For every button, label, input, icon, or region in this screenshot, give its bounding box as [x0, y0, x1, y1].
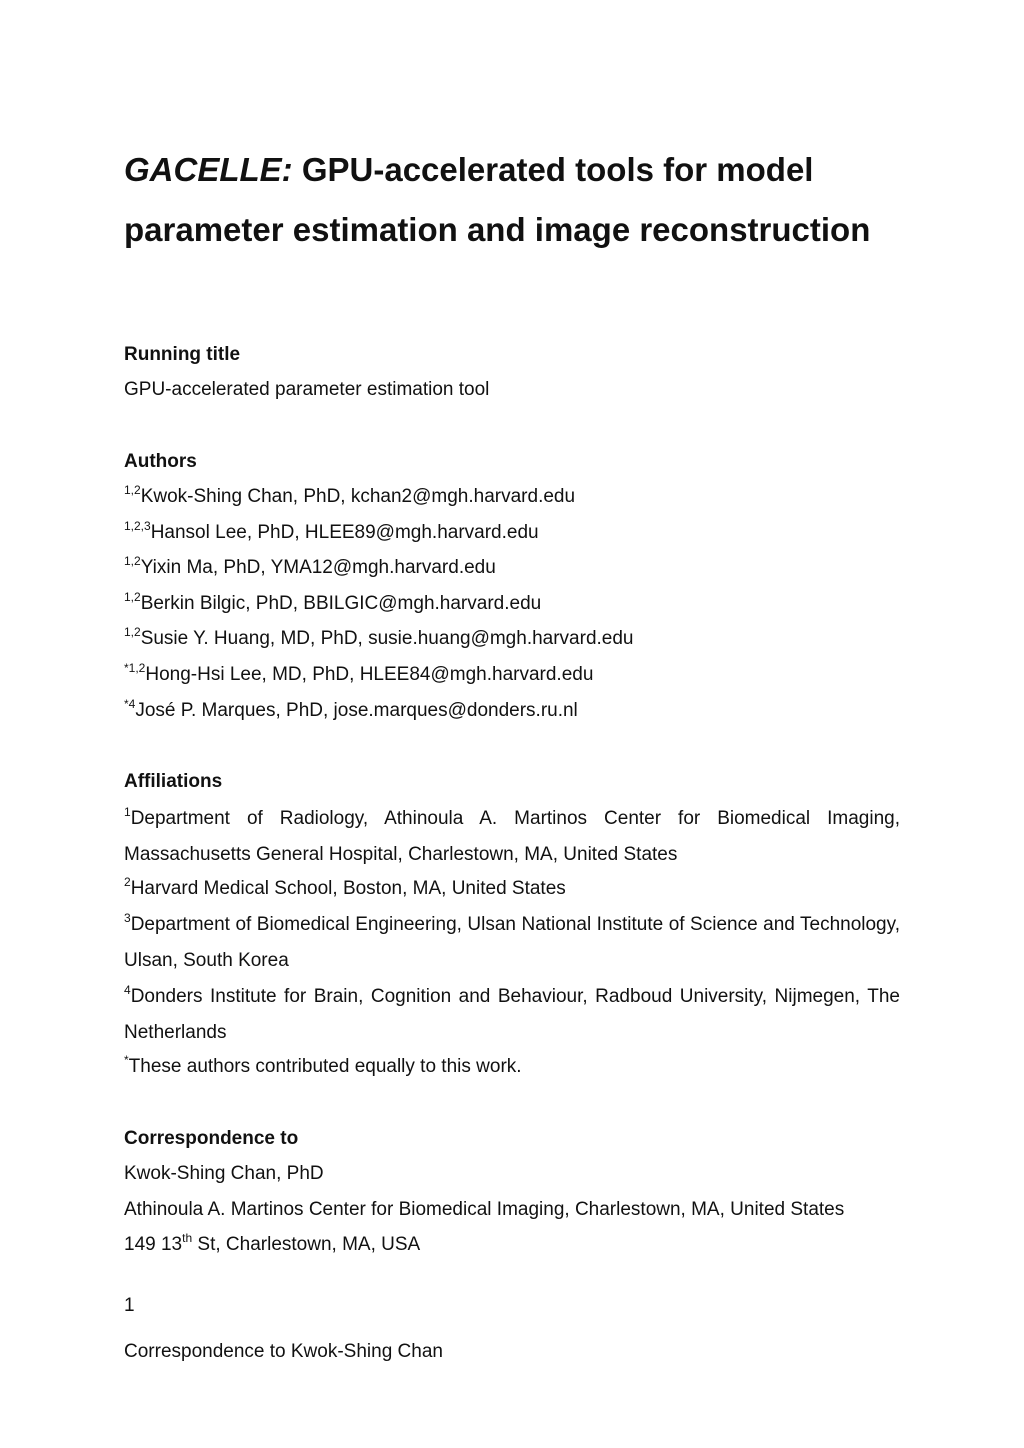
correspondence-address	[124, 1232, 420, 1258]
title-acronym: GACELLE:	[124, 151, 293, 188]
author-sup: 1,2	[124, 554, 141, 568]
author-line	[124, 662, 593, 688]
author-sup: 1,2	[124, 590, 141, 604]
author-text: Kwok-Shing Chan, PhD, kchan2@mgh.harvard.edu	[140, 486, 576, 507]
affiliations-heading: Affiliations	[124, 771, 223, 792]
author-text: Yixin Ma, PhD, YMA12@mgh.harvard.edu	[140, 557, 496, 578]
affiliation-item	[124, 876, 566, 902]
author-text: José P. Marques, PhD, jose.marques@donders.ru.nl	[135, 700, 578, 721]
title-rest: GPU-accelerated tools for model parameter estimation and image reconstruction	[124, 151, 871, 248]
author-text: Hong-Hsi Lee, MD, PhD, HLEE84@mgh.harvard.edu	[145, 664, 594, 685]
affiliation-text: These authors contributed equally to this work.	[128, 1056, 522, 1077]
author-line	[124, 484, 575, 510]
author-line	[124, 591, 541, 617]
affiliation-text: Department of Biomedical Engineering, Ulsan National Institute of Science and Technology, Ulsan, South Korea	[124, 914, 900, 971]
author-sup: *1,2	[124, 661, 146, 675]
correspondence-name: Kwok-Shing Chan, PhD	[124, 1163, 324, 1184]
affiliation-text: Harvard Medical School, Boston, MA, United States	[130, 878, 566, 899]
correspondence-institution: Athinoula A. Martinos Center for Biomedical Imaging, Charlestown, MA, United States	[124, 1199, 845, 1220]
author-sup: 1,2,3	[124, 519, 151, 533]
affiliation-item	[124, 1054, 522, 1080]
author-line	[124, 520, 539, 546]
author-sup: *4	[124, 697, 136, 711]
running-footer: Correspondence to Kwok-Shing Chan	[124, 1341, 443, 1362]
running-title-heading: Running title	[124, 344, 241, 365]
affiliation-sup: 2	[124, 875, 131, 889]
correspondence-heading: Correspondence to	[124, 1128, 299, 1149]
author-sup: 1,2	[124, 625, 141, 639]
author-line	[124, 698, 578, 724]
address-sup: th	[182, 1231, 193, 1245]
authors-heading: Authors	[124, 451, 197, 472]
author-line	[124, 626, 634, 652]
affiliation-item	[124, 979, 900, 1050]
affiliation-text: Department of Radiology, Athinoula A. Martinos Center for Biomedical Imaging, Massachusetts General Hospital, Charlestown, MA, United States	[124, 808, 900, 865]
affiliation-sup: 4	[124, 983, 131, 997]
affiliation-item	[124, 907, 900, 978]
page-number: 1	[124, 1295, 135, 1316]
affiliation-sup: 3	[124, 911, 131, 925]
paper-title	[124, 140, 900, 260]
address-number: 149 13	[124, 1234, 183, 1255]
address-rest: St, Charlestown, MA, USA	[192, 1234, 421, 1255]
affiliation-sup: *	[124, 1053, 129, 1067]
affiliation-text: Donders Institute for Brain, Cognition and Behaviour, Radboud University, Nijmegen, The Netherlands	[124, 986, 900, 1043]
author-text: Berkin Bilgic, PhD, BBILGIC@mgh.harvard.edu	[140, 593, 542, 614]
author-text: Hansol Lee, PhD, HLEE89@mgh.harvard.edu	[150, 522, 539, 543]
author-text: Susie Y. Huang, MD, PhD, susie.huang@mgh.harvard.edu	[140, 628, 634, 649]
author-line	[124, 555, 496, 581]
affiliation-sup: 1	[124, 805, 131, 819]
author-sup: 1,2	[124, 483, 141, 497]
affiliation-item	[124, 801, 900, 872]
running-title-text: GPU-accelerated parameter estimation tool	[124, 379, 490, 400]
